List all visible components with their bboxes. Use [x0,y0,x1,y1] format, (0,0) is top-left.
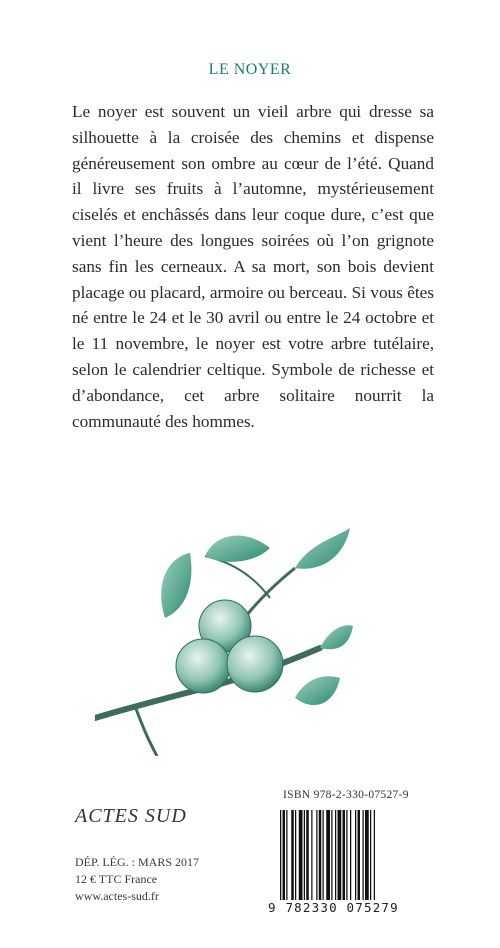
barcode-bar [280,810,281,900]
barcode-bar [311,810,312,900]
website: www.actes-sud.fr [75,889,159,903]
legal-deposit: DÉP. LÉG. : MARS 2017 [75,855,200,869]
barcode-bar [365,810,369,900]
barcode [278,810,430,902]
book-title: LE NOYER [208,61,292,78]
barcode-bar [304,810,305,900]
barcode-bar [346,810,347,900]
barcode-bar [283,810,286,900]
barcode-bar [326,810,330,900]
barcode-bar [286,810,287,900]
barcode-bar [291,810,294,900]
barcode-bar [358,810,361,900]
back-cover-description: Le noyer est souvent un vieil arbre qui dresse sa silhouette à la croisée des chemins et dispense généreusement son ombre au cœur de l’été. Quand il livre ses fruits à l’automne, mystérieusement ciselés et enchâssés dans leur coque dure, c’est que vient l’heure des longues soirées où l’on grignote sans fin les cerneaux. A sa mort, son bois devient placage ou placard, armoire ou berceau. Si vous êtes né entre le 24 et le 30 avril ou entre le 24 octobre et le 11 novembre, le noyer est votre arbre tutélaire, selon le calendrier celtique. Symbole de richesse et d’abondance, cet arbre solitaire nourrit la communauté des hommes. [72,102,434,431]
barcode-bar [374,810,375,900]
barcode-bar [323,810,324,900]
barcode-bar [350,810,351,900]
barcode-bar [355,810,356,900]
barcode-bar [343,810,346,900]
barcode-bar [335,810,336,900]
barcode-bar [316,810,317,900]
walnut-branch-icon [95,528,355,756]
barcode-bar [319,810,322,900]
barcode-bar [299,810,303,900]
barcode-bar [363,810,364,900]
barcode-bar [370,810,371,900]
barcode-digits: 9 782330 075279 [268,900,399,915]
barcode-bar [306,810,309,900]
isbn: ISBN 978-2-330-07527-9 [283,789,409,801]
price: 12 € TTC France [75,872,158,886]
barcode-bar [295,810,296,900]
barcode-bar [338,810,342,900]
barcode-bar [331,810,332,900]
publisher-name: ACTES SUD [75,805,187,827]
